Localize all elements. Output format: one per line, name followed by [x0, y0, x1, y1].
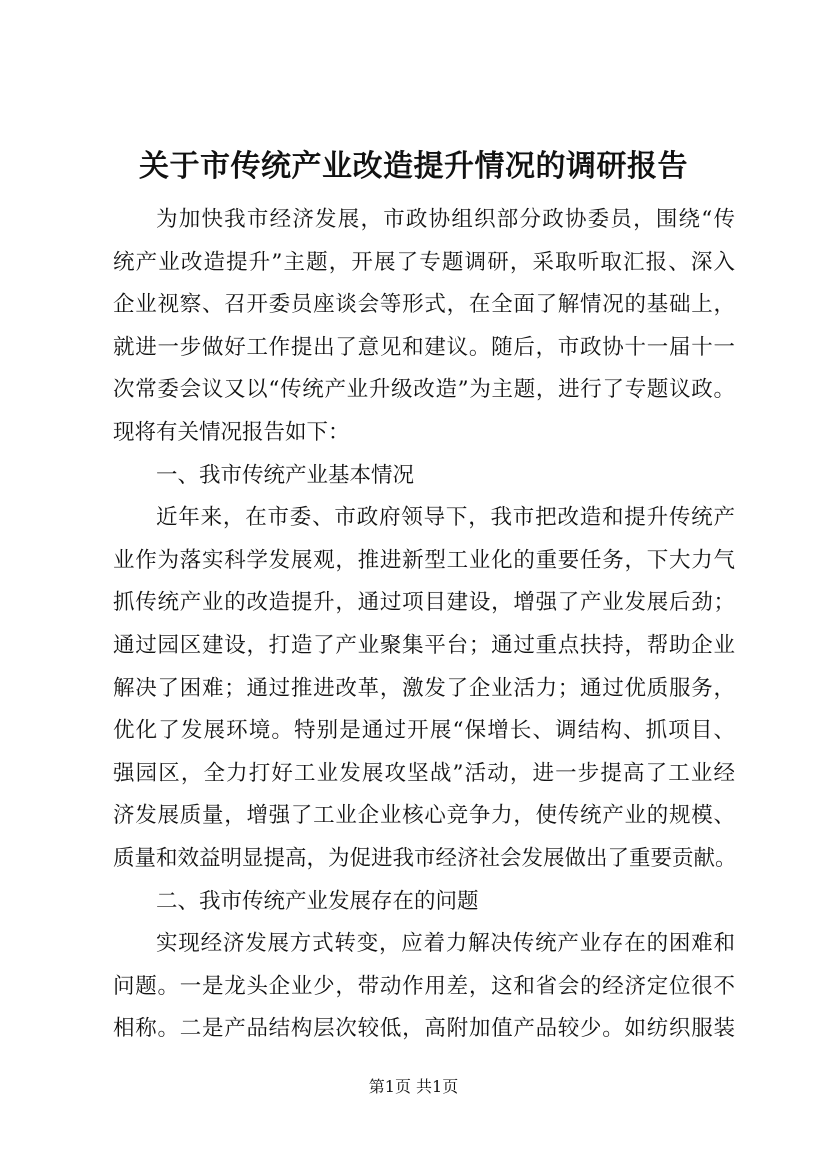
text-line: 质量和效益明显提高，为促进我市经济社会发展做出了重要贡献。 — [113, 845, 737, 871]
text-line: 企业视察、召开委员座谈会等形式，在全面了解情况的基础上， — [113, 292, 735, 318]
page-title: 关于市传统产业改造提升情况的调研报告 — [139, 149, 688, 184]
text-line: 解决了困难；通过推进改革，激发了企业活力；通过优质服务， — [113, 675, 735, 701]
text-line: 强园区，全力打好工业发展攻坚战”活动，进一步提高了工业经 — [113, 760, 735, 786]
text-line: 实现经济发展方式转变，应着力解决传统产业存在的困难和 — [156, 931, 735, 957]
text-line: 一、我市传统产业基本情况 — [156, 462, 415, 488]
text-line: 问题。一是龙头企业少，带动作用差，这和省会的经济定位很不 — [113, 973, 735, 999]
text-line: 济发展质量，增强了工业企业核心竞争力，使传统产业的规模、 — [113, 803, 735, 829]
text-line: 次常委会议又以“传统产业升级改造”为主题，进行了专题议政。 — [113, 377, 735, 403]
text-line: 二、我市传统产业发展存在的问题 — [156, 888, 479, 914]
text-line: 为加快我市经济发展，市政协组织部分政协委员，围绕“传 — [156, 207, 735, 232]
document-body — [113, 199, 735, 1051]
text-line: 现将有关情况报告如下： — [113, 419, 350, 445]
page-footer: 第1页 共1页 — [368, 1077, 459, 1096]
text-line: 就进一步做好工作提出了意见和建议。随后，市政协十一届十一 — [113, 334, 735, 360]
text-line: 相称。二是产品结构层次较低，高附加值产品较少。如纺织服装 — [113, 1016, 735, 1042]
text-line: 抓传统产业的改造提升，通过项目建设，增强了产业发展后劲； — [113, 590, 735, 616]
text-line: 统产业改造提升”主题，开展了专题调研，采取听取汇报、深入 — [113, 249, 735, 275]
text-line: 优化了发展环境。特别是通过开展“保增长、调结构、抓项目、 — [113, 718, 735, 744]
text-line: 通过园区建设，打造了产业聚集平台；通过重点扶持，帮助企业 — [113, 632, 735, 658]
text-line: 近年来，在市委、市政府领导下，我市把改造和提升传统产 — [156, 505, 735, 531]
text-line: 业作为落实科学发展观，推进新型工业化的重要任务，下大力气 — [113, 547, 735, 573]
